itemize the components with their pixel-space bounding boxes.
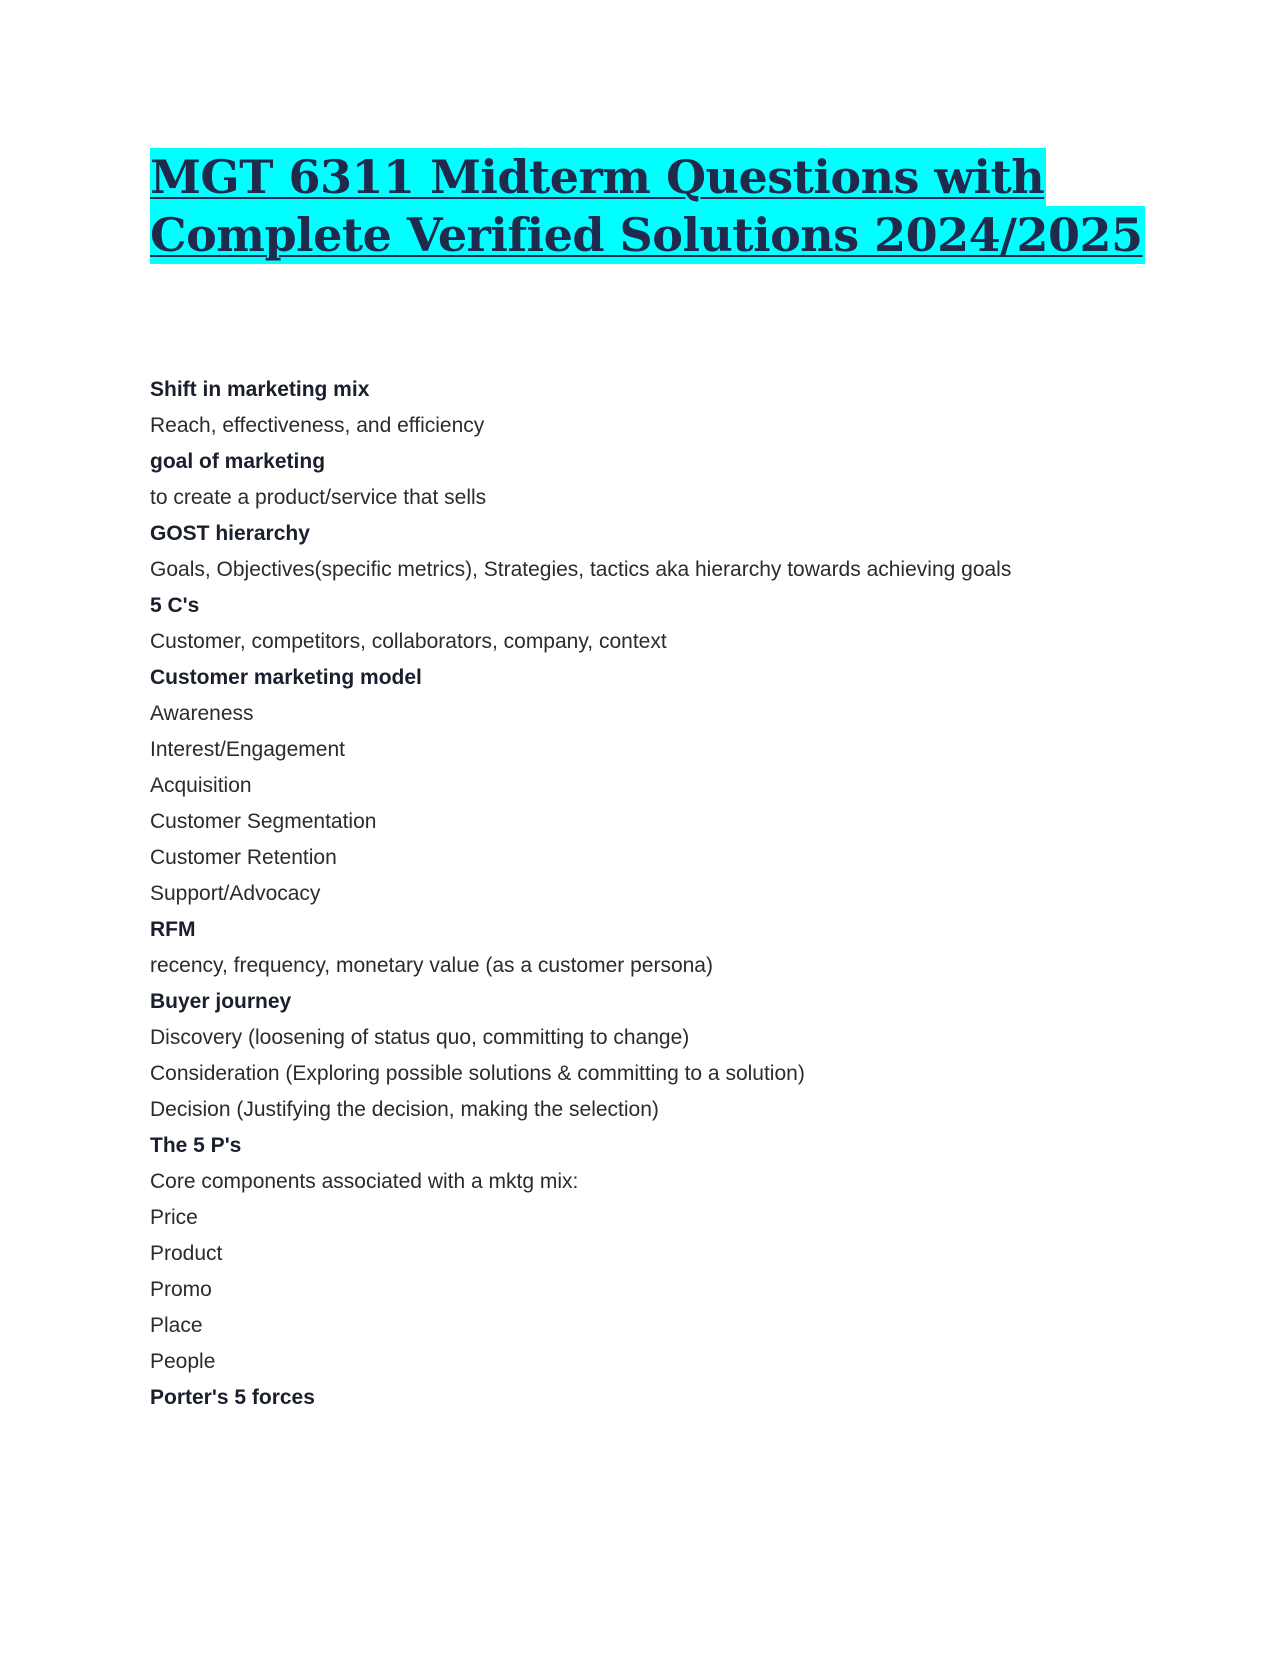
term-heading: GOST hierarchy <box>150 522 310 545</box>
document-title <box>150 148 1150 264</box>
title-line-2: Complete Verified Solutions 2024/2025 <box>150 208 1143 262</box>
answer-line: to create a product/service that sells <box>150 486 487 509</box>
term-heading: Buyer journey <box>150 990 292 1013</box>
answer-line: Awareness <box>150 702 254 725</box>
answer-line: Core components associated with a mktg mix: <box>150 1170 579 1193</box>
answer-line: Customer Retention <box>150 846 337 869</box>
answer-line: Goals, Objectives(specific metrics), Strategies, tactics aka hierarchy towards achieving goals <box>150 558 1012 581</box>
term-heading: Customer marketing model <box>150 666 422 689</box>
answer-line: Support/Advocacy <box>150 882 321 905</box>
answer-line: Price <box>150 1206 198 1229</box>
term-heading: Porter's 5 forces <box>150 1386 315 1409</box>
answer-line: Place <box>150 1314 203 1337</box>
qa-list <box>150 372 1150 1416</box>
answer-line: People <box>150 1350 216 1373</box>
title-line-1: MGT 6311 Midterm Questions with <box>150 150 1045 204</box>
answer-line: recency, frequency, monetary value (as a customer persona) <box>150 954 713 977</box>
answer-line: Interest/Engagement <box>150 738 345 761</box>
term-heading: 5 C's <box>150 594 200 617</box>
answer-line: Acquisition <box>150 774 252 797</box>
term-heading: Shift in marketing mix <box>150 378 370 401</box>
answer-line: Product <box>150 1242 223 1265</box>
answer-line: Promo <box>150 1278 212 1301</box>
answer-line: Consideration (Exploring possible solutions & committing to a solution) <box>150 1062 805 1085</box>
term-heading: goal of marketing <box>150 450 326 473</box>
answer-line: Reach, effectiveness, and efficiency <box>150 414 485 437</box>
answer-line: Discovery (loosening of status quo, committing to change) <box>150 1026 690 1049</box>
answer-line: Customer Segmentation <box>150 810 377 833</box>
term-heading: The 5 P's <box>150 1134 242 1157</box>
answer-line: Customer, competitors, collaborators, company, context <box>150 630 667 653</box>
term-heading: RFM <box>150 918 196 941</box>
answer-line: Decision (Justifying the decision, making the selection) <box>150 1098 659 1121</box>
